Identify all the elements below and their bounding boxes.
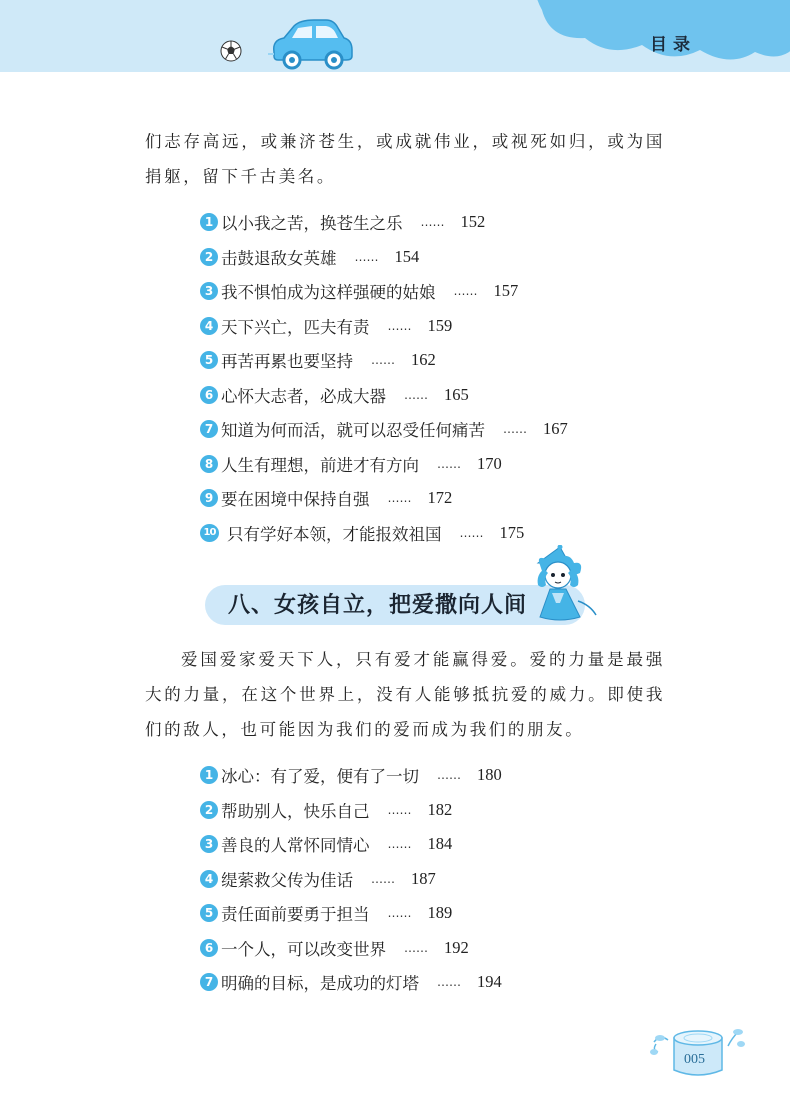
leader-dots: …… xyxy=(404,387,428,402)
toc-item-title: 冰心：有了爱，便有了一切 xyxy=(221,767,419,787)
item-number-badge: 4 xyxy=(200,870,218,888)
toc-item[interactable] xyxy=(200,827,502,862)
toc-page-number: 165 xyxy=(444,384,469,404)
toc-item[interactable] xyxy=(200,447,568,482)
toc-item[interactable] xyxy=(200,862,502,897)
toc-item[interactable] xyxy=(200,274,568,309)
toc-item-title: 以小我之苦，换苍生之乐 xyxy=(221,214,403,234)
toc-item[interactable] xyxy=(200,758,502,793)
toc-item[interactable] xyxy=(200,931,502,966)
toc-item-title: 缇萦救父传为佳话 xyxy=(221,870,353,890)
leader-dots: …… xyxy=(437,768,461,783)
item-number-badge: 5 xyxy=(200,351,218,369)
item-number-badge: 9 xyxy=(200,489,218,507)
toc-page-number: 157 xyxy=(493,281,519,301)
leader-dots: …… xyxy=(354,249,379,264)
leader-dots: …… xyxy=(371,871,395,886)
item-number-badge: 8 xyxy=(200,455,218,473)
toc-item[interactable] xyxy=(200,240,568,275)
girl-illustration-icon xyxy=(530,545,600,623)
toc-item-title: 我不惧怕成为这样强硬的姑娘 xyxy=(221,283,436,303)
toc-item[interactable] xyxy=(200,309,568,344)
leader-dots: …… xyxy=(387,802,412,817)
toc-item-title: 再苦再累也要坚持 xyxy=(221,352,353,372)
section-intro-paragraph: 爱国爱家爱天下人，只有爱才能赢得爱。爱的力量是最强大的力量，在这个世界上，没有人能够抵抗爱的威力。即使我们的敌人，也可能因为我们的爱而成为我们的朋友。 xyxy=(145,650,665,739)
item-number-badge: 4 xyxy=(200,317,218,335)
item-number-badge: 7 xyxy=(200,973,218,991)
tree-stump-icon xyxy=(650,1022,745,1080)
page-number: 005 xyxy=(684,1052,705,1067)
item-number-badge: 7 xyxy=(200,420,218,438)
item-number-badge: 5 xyxy=(200,904,218,922)
toc-item-title: 人生有理想，前进才有方向 xyxy=(221,455,419,475)
toc-page-number: 184 xyxy=(427,834,453,854)
toc-page-number: 194 xyxy=(477,972,502,992)
car-icon xyxy=(268,18,356,70)
toc-page-number: 162 xyxy=(411,350,436,370)
toc-item[interactable] xyxy=(200,516,568,551)
item-number-badge: 1 xyxy=(200,766,218,784)
leader-dots: …… xyxy=(437,975,461,990)
leader-dots: …… xyxy=(371,353,395,368)
leader-dots: …… xyxy=(459,525,484,540)
toc-item[interactable] xyxy=(200,793,502,828)
toc-item[interactable] xyxy=(200,896,502,931)
toc-item-title: 天下兴亡，匹夫有责 xyxy=(221,317,370,337)
leader-dots: …… xyxy=(387,318,412,333)
leader-dots: …… xyxy=(387,906,412,921)
toc-page-number: 189 xyxy=(427,903,453,923)
toc-item-title: 心怀大志者，必成大器 xyxy=(221,386,386,406)
item-number-badge: 6 xyxy=(200,939,218,957)
toc-item-title: 击鼓退敌女英雄 xyxy=(221,248,337,268)
toc-page-number: 175 xyxy=(499,522,525,542)
leader-dots: …… xyxy=(404,940,428,955)
toc-item[interactable] xyxy=(200,481,568,516)
toc-page-number: 172 xyxy=(427,488,453,508)
item-number-badge: 6 xyxy=(200,386,218,404)
toc-item[interactable] xyxy=(200,205,568,240)
toc-item-title: 要在困境中保持自强 xyxy=(221,490,370,510)
toc-item-title: 责任面前要勇于担当 xyxy=(221,905,370,925)
toc-page-number: 182 xyxy=(427,799,453,819)
leader-dots: …… xyxy=(437,456,461,471)
item-number-badge: 1 xyxy=(200,213,218,231)
toc-item[interactable] xyxy=(200,965,502,1000)
toc-page-number: 159 xyxy=(427,315,453,335)
toc-item-title: 只有学好本领，才能报效祖国 xyxy=(227,524,442,544)
item-number-badge: 3 xyxy=(200,282,218,300)
section-title: 八、女孩自立，把爱撒向人间 xyxy=(228,593,528,618)
toc-item-title: 一个人，可以改变世界 xyxy=(221,939,386,959)
leader-dots: …… xyxy=(387,837,412,852)
item-number-badge: 2 xyxy=(200,801,218,819)
toc-page-number: 167 xyxy=(543,419,568,439)
toc-item-title: 善良的人常怀同情心 xyxy=(221,836,370,856)
toc-item[interactable] xyxy=(200,343,568,378)
toc-list-chapter-7 xyxy=(200,205,568,550)
item-number-badge: 10 xyxy=(200,524,219,542)
toc-page-number: 180 xyxy=(477,765,502,785)
leader-dots: …… xyxy=(387,491,412,506)
toc-page-number: 192 xyxy=(444,937,469,957)
toc-page-number: 170 xyxy=(477,453,502,473)
item-number-badge: 3 xyxy=(200,835,218,853)
soccer-ball-icon xyxy=(220,40,242,62)
toc-item-title: 帮助别人，快乐自己 xyxy=(221,801,370,821)
toc-page-number: 152 xyxy=(460,212,486,232)
toc-page-number: 154 xyxy=(394,246,420,266)
leader-dots: …… xyxy=(420,215,445,230)
leader-dots: …… xyxy=(453,284,478,299)
toc-page-number: 187 xyxy=(411,868,436,888)
intro-paragraph: 们志存高远，或兼济苍生，或成就伟业，或视死如归，或为国捐躯，留下千古美名。 xyxy=(145,132,665,186)
header-title: 目录 xyxy=(650,35,696,55)
toc-item[interactable] xyxy=(200,412,568,447)
toc-list-chapter-8 xyxy=(200,758,502,1000)
leader-dots: …… xyxy=(503,422,527,437)
toc-item-title: 明确的目标，是成功的灯塔 xyxy=(221,974,419,994)
item-number-badge: 2 xyxy=(200,248,218,266)
toc-item[interactable] xyxy=(200,378,568,413)
toc-item-title: 知道为何而活，就可以忍受任何痛苦 xyxy=(221,421,485,441)
